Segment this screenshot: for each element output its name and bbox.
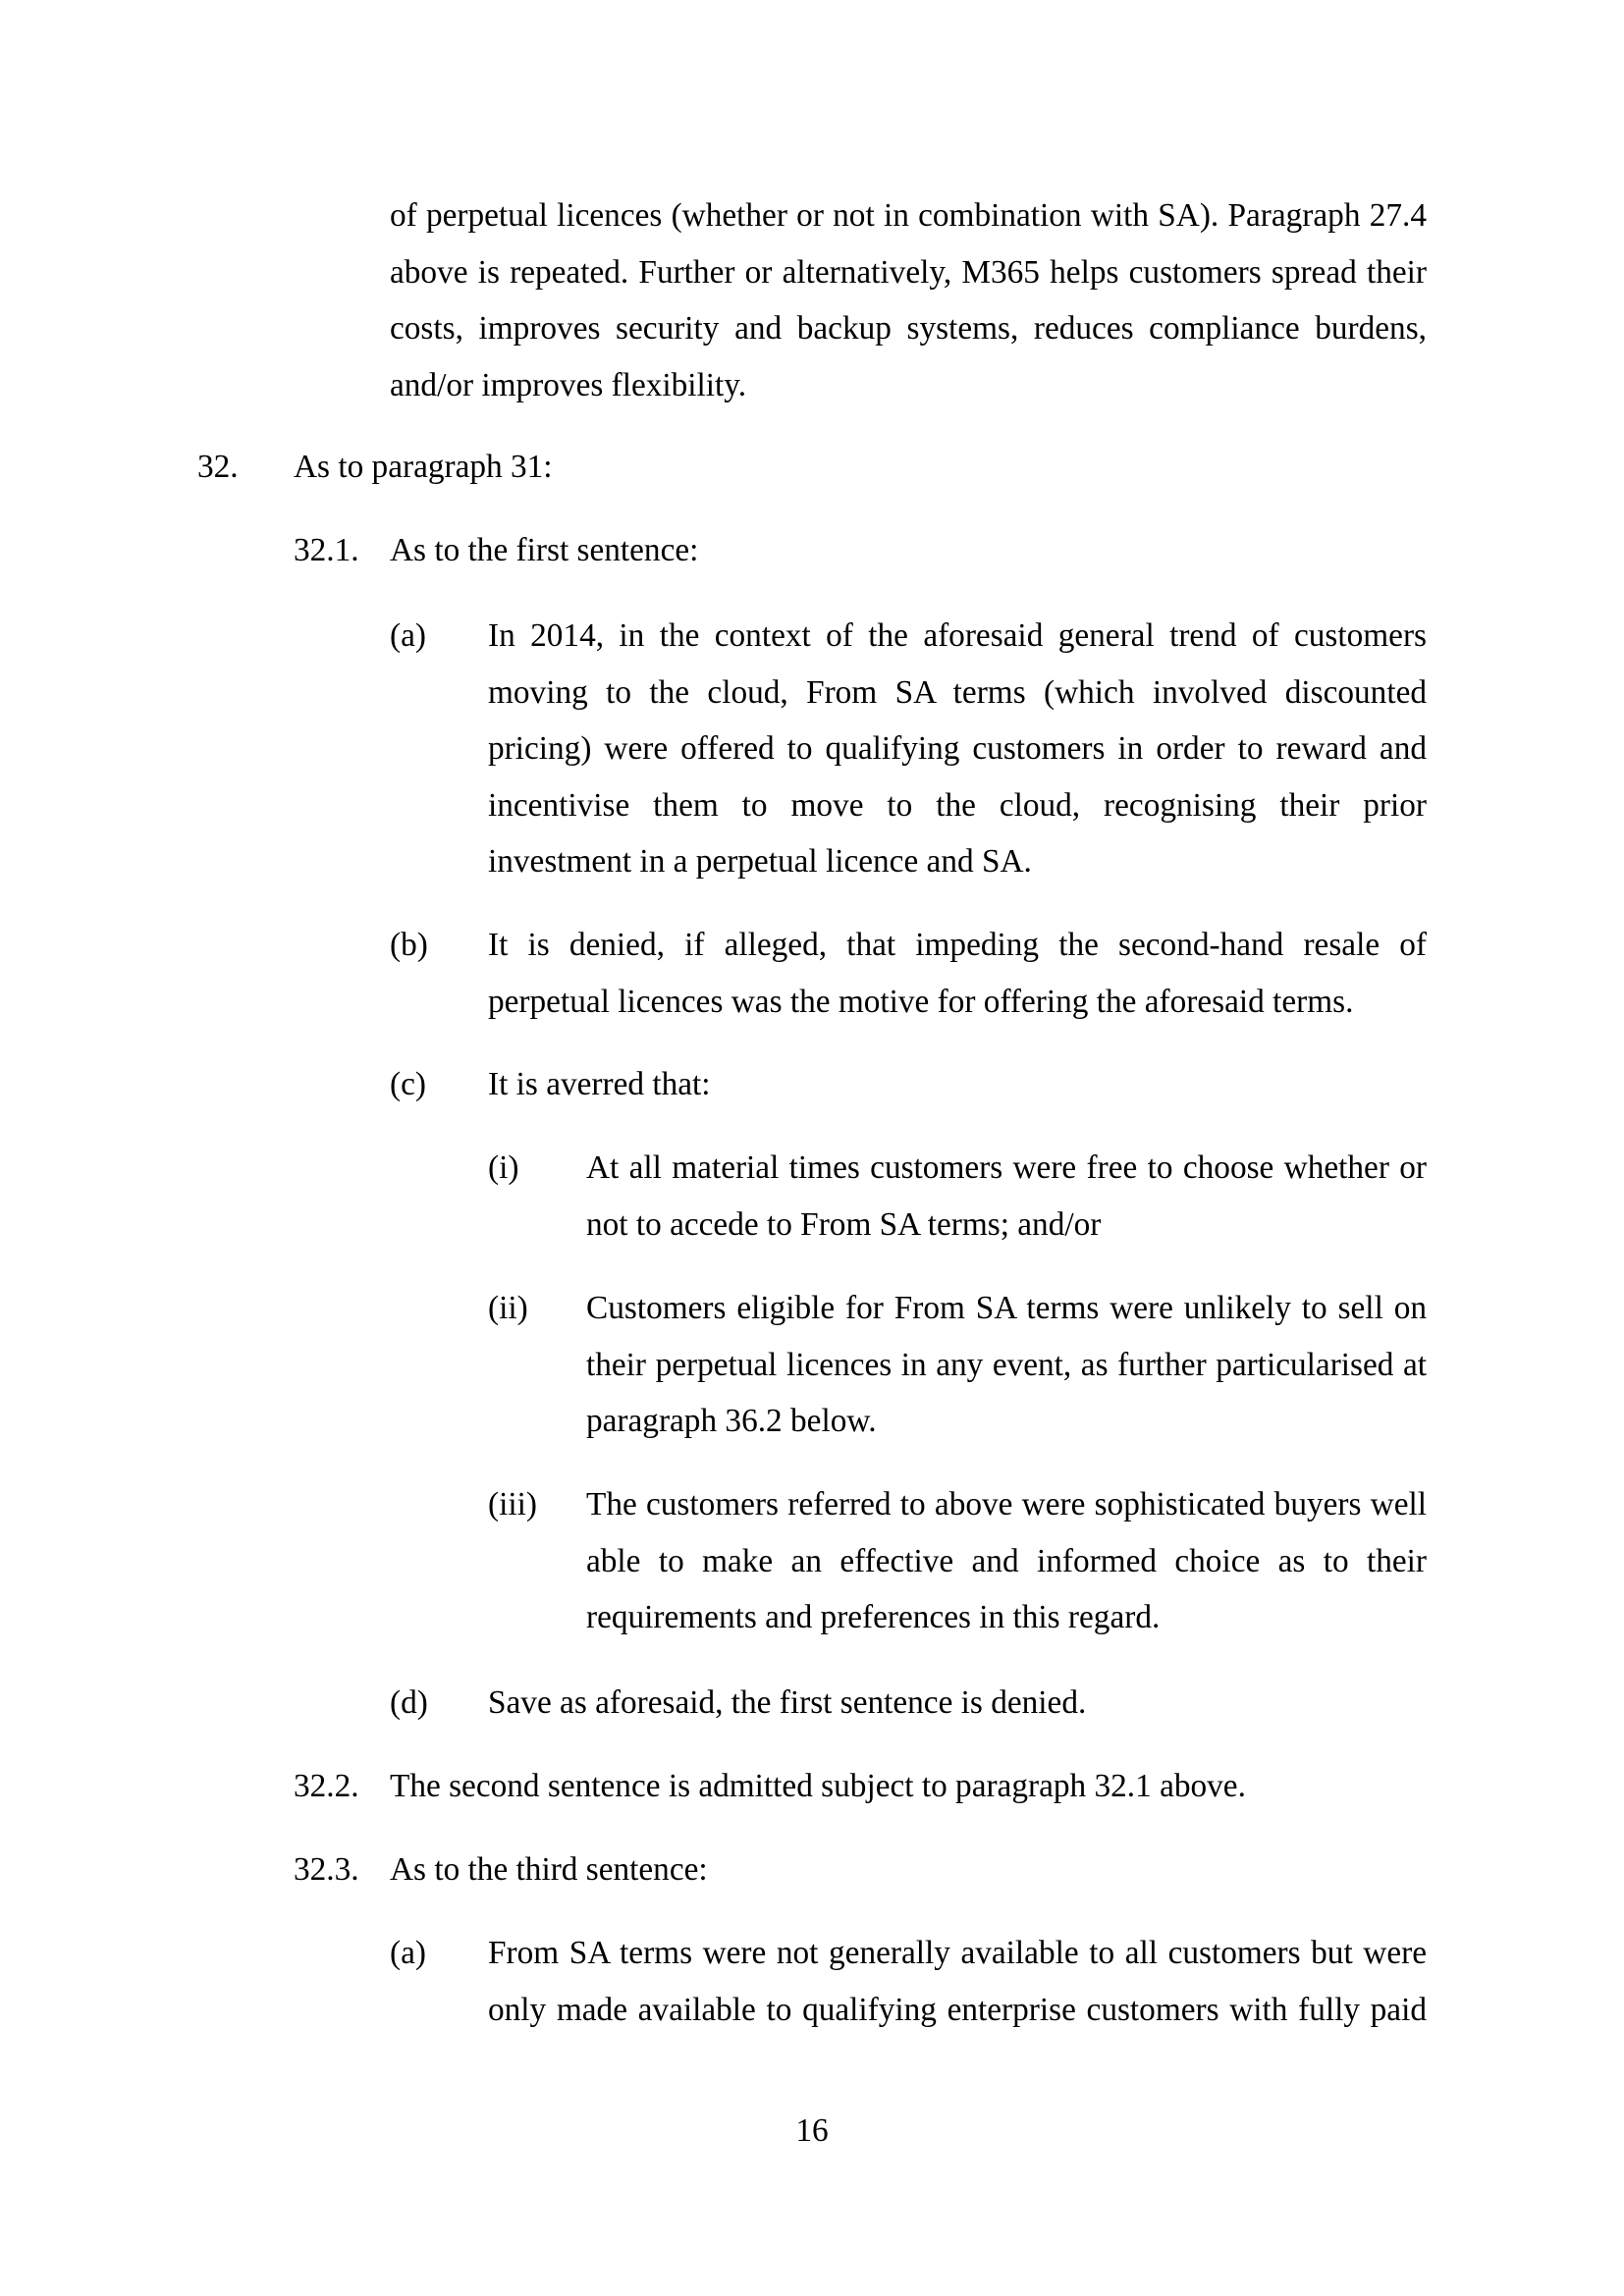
item-text: It is averred that: xyxy=(488,1066,711,1102)
subitem-text: The customers referred to above were sophisticated buyers well able to make an effective and informed choice as to their requirements and preferences in this regard. xyxy=(586,1486,1427,1635)
subparagraph-text: The second sentence is admitted subject to paragraph 32.1 above. xyxy=(390,1768,1246,1804)
subitem-text: At all material times customers were free to choose whether or not to accede to From SA terms; and/or xyxy=(586,1149,1427,1243)
subparagraph-text: As to the third sentence: xyxy=(390,1851,708,1888)
paragraph-text: of perpetual licences (whether or not in combination with SA). Paragraph 27.4 above is repeated. Further or alternatively, M365 helps customers spread their costs, improves security and backup systems, reduces compliance burdens, and/or improves flexibility. xyxy=(390,197,1427,403)
item-text: In 2014, in the context of the aforesaid general trend of customers moving to the cloud, From SA terms (which involved discounted pricing) were offered to qualifying customers in order to reward and incentivise them to move to the cloud, recognising their prior investment in a perpetual licence and SA. xyxy=(488,617,1427,880)
paragraph-number: 32. xyxy=(197,449,239,485)
subitem-label: (ii) xyxy=(488,1290,528,1326)
subparagraph-number: 32.1. xyxy=(294,532,359,568)
paragraph-text: As to paragraph 31: xyxy=(294,449,553,485)
subparagraph-text: As to the first sentence: xyxy=(390,532,699,568)
item-text: It is denied, if alleged, that impeding the second-hand resale of perpetual licences was the motive for offering the aforesaid terms. xyxy=(488,927,1427,1020)
subitem-label: (iii) xyxy=(488,1486,537,1522)
page-number: 16 xyxy=(795,2112,829,2149)
item-label: (d) xyxy=(390,1684,428,1721)
subparagraph-number: 32.2. xyxy=(294,1768,359,1804)
item-label: (a) xyxy=(390,1935,426,1971)
subparagraph-number: 32.3. xyxy=(294,1851,359,1888)
item-text: Save as aforesaid, the first sentence is denied. xyxy=(488,1684,1087,1721)
subitem-text: Customers eligible for From SA terms were unlikely to sell on their perpetual licences in any event, as further particularised at paragraph 36.2 below. xyxy=(586,1290,1427,1439)
item-label: (c) xyxy=(390,1066,426,1102)
subitem-label: (i) xyxy=(488,1149,519,1186)
item-label: (a) xyxy=(390,617,426,654)
item-text: From SA terms were not generally available to all customers but were only made available to qualifying enterprise customers with fully paid xyxy=(488,1935,1427,2028)
item-label: (b) xyxy=(390,927,428,963)
